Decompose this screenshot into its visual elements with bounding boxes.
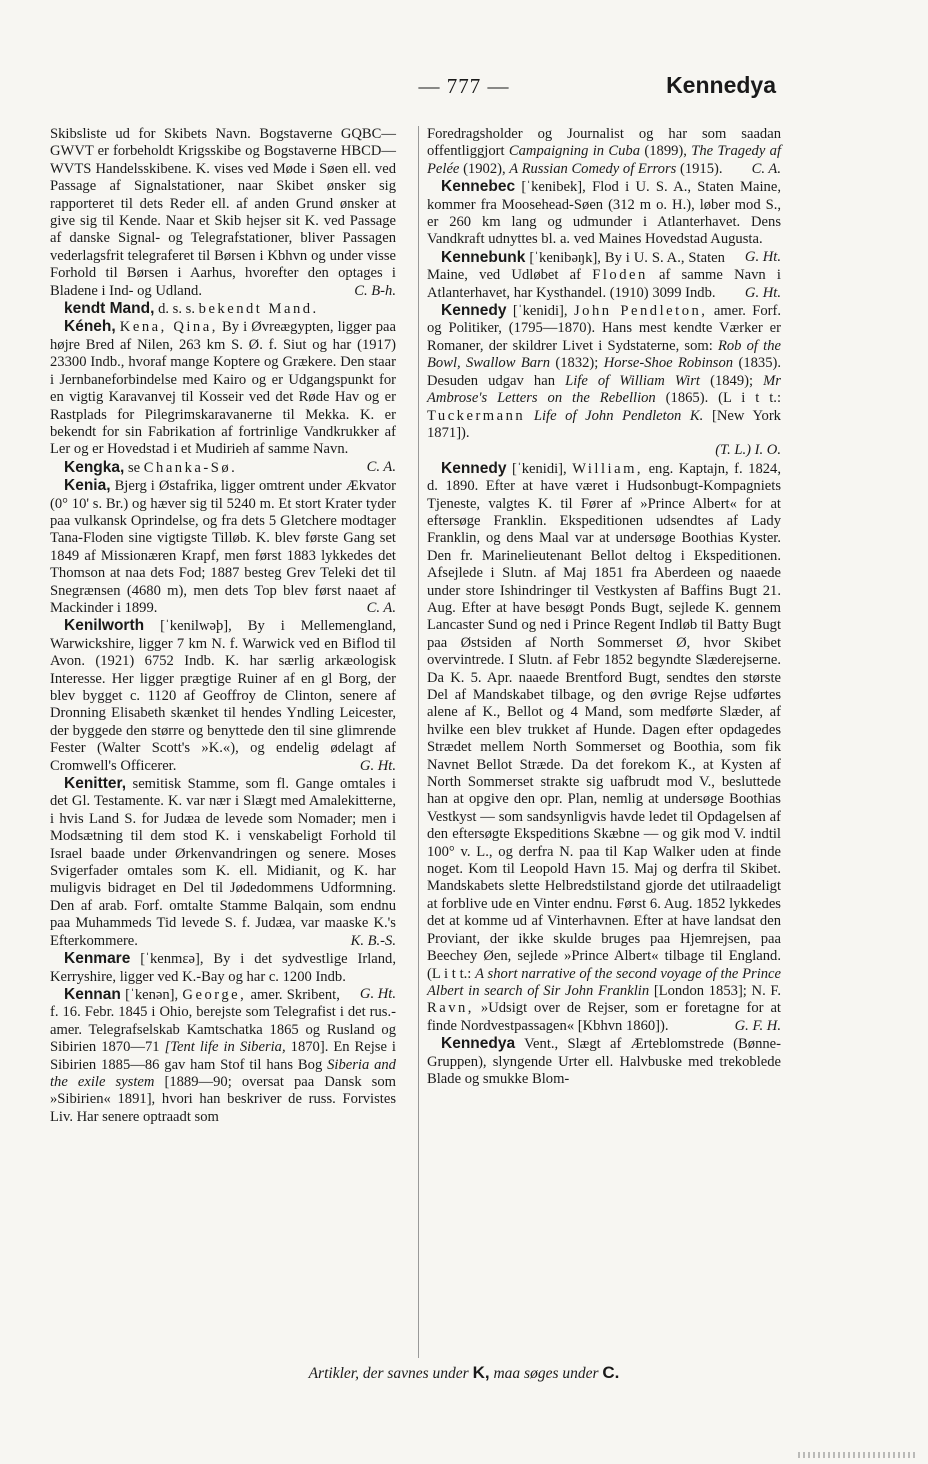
entry-kennebunk: Kennebunk [ˈkenibəŋk], By i U. S. A., Staten Maine, ved Udløbet af Floden af samme Navn i Atlanterhavet, har Kysthandel. (1910) 3099 Indb. G. Ht. xyxy=(427,248,781,301)
page-header xyxy=(0,70,928,104)
headword: Kenmare xyxy=(64,950,131,968)
entry-kendt-mand: kendt Mand, d. s. s. bekendt Mand. xyxy=(64,300,319,318)
entry-kenia: Kenia, Bjerg i Østafrika, ligger omtrent under Ækvator (0° 10' s. Br.) og hæver sig til 5240 m. Et stort Krater tyder paa vulkansk Oprindelse, og fra dets 5 Gletchere modtager Tana-Floden sine vigtigste Tilløb. K. blev første Gang set 1849 af Missionæren Krapf, men først 1883 lykkedes det Thomson at naa dets Fod; 1887 besteg Grev Teleki det til Snegrænsen (4680 m), men dets Top blev først naaet af Mackinder i 1899. C. A. xyxy=(50,477,396,616)
right-column xyxy=(427,126,781,1088)
entry-kenmare: Kenmare [ˈkenmɛə], By i det sydvestlige Irland, Kerryshire, ligger ved K.-Bay og har c. 1200 Indb. G. Ht. xyxy=(50,950,396,1002)
author-signature: G. Ht. xyxy=(744,284,781,301)
author-signature: G. Ht. xyxy=(359,757,396,774)
headword: Kenia, xyxy=(64,477,111,495)
author-signature: C. A. xyxy=(366,458,396,475)
entry-kennan-continued: Foredragsholder og Journalist og har som saadan offentliggjort Campaigning in Cuba (1899), The Tragedy af Pelée (1902), A Russian Comedy of Errors (1915). C. A. xyxy=(427,126,782,177)
headword: kendt Mand, xyxy=(64,300,155,318)
author-signature: C. A. xyxy=(366,599,396,616)
author-signature: G. Ht. xyxy=(359,985,396,1002)
entry-kennedy-william: Kennedy [ˈkenidi], William, eng. Kaptajn, f. 1824, d. 1890. Efter at have været i Hudsonbugt-Kompagniets Tjeneste, valgtes K. til Fører af »Prince Albert« for at eftersøge Franklin. Ekspeditionen udsendtes af Lady Franklin, og dens Maal var at undersøge Boothias Kyster. Den fr. Marinelieutenant Bellot deltog i Ekspeditionen. Afsejlede i Slutn. af Maj 1851 fra Aberdeen og naaede under store Ishindringer til Vestkysten af Baffins Bugt 21. Aug. Efter at have besøgt Ponds Bugt, sejlede K. gennem Lancaster Sund og ned i Prince Regent Indløb til Batty Bugt paa Østsiden af North Sommerset Ø, hvor Skibet overvintrede. I Slutn. af Febr 1852 begyndte Slæderejserne. Da K. 5. Apr. naaede Brentford Bugt, sendtes den største Del af Mandskabet tilbage, og den øvrige Rejse udførtes alene af K., Bellot og 4 Mand, som medførte Slæder, af hvilke een blev trukket af Hunde. Dagen efter opdagedes Strædet mellem North Sommerset og Boothia, som fik Navnet Bellot Stræde. Da det forekom K., at Kysten af North Sommerset strakte sig uafbrudt mod V., besluttede han at opgive den opr. Plan, nemlig at undersøge Boothias Vestkyst — som sandsynligvis havde ledet til Opdagelsen af den eftersøgte Ekspeditions Skæbne — og gik mod V. indtil 100° v. L., og derfra N. paa til Kap Walker uden at finde noget. Kom til Leopold Havn 15. Maj og derfra til Skibet. Mandskabets slette Helbredstilstand gjorde det utilraadeligt at forblive ude en Vinter endnu. Først 6. Aug. 1852 lykkedes det at komme ud af Vinterhavnen. Efter at have landsat den Proviant, der ikke skulde bruges paa Hjemrejsen, paa Beechey Øen, sejlede »Prince Albert« tilbage til England. (L i t t.: A short narrative of the second voyage of the Prince Albert in search of Sir John Franklin [London 1853]; N. F. Ravn, »Udsigt over de Rejser, som er foretagne for at finde Nordvestpassagen« [Kbhvn 1860]). G. F. H. xyxy=(427,459,782,1034)
entry-kennedya: Kennedya Vent., Slægt af Ærteblomstrede (Bønne-Gruppen), slyngende Urter ell. Halvbuske med trekoblede Blade og smukke Blom- xyxy=(427,1035,781,1087)
footer-note: Artikler, der savnes under K, maa søges under C. xyxy=(308,1363,620,1382)
author-signature: C. A. xyxy=(751,160,781,177)
headword: Kennebunk xyxy=(441,248,526,266)
entry-keneh: Kéneh, Kena, Qina, By i Øvreægypten, ligger paa højre Bred af Nilen, 263 km S. Ø. f. Siut og har (1917) 23300 Indb., hvoraf mange Koptere og Grækere. Den staar i Jernbaneforbindelse med Kairo og er Udgangspunkt for en vigtig Karavanvej til Kosseir ved det Røde Hav og er Rastplads for Pilegrimskaravanerne til Mekka. K. er bekendt for sin Fabrikation af fortrinlige Vandkrukker af Ler og er Hovedstad i et Mudirieh af samme Navn. C. A. xyxy=(50,318,397,475)
entry-kennedy-john: Kennedy [ˈkenidi], John Pendleton, amer. Forf. og Politiker, (1795—1870). Hans mest kendte Værker er Romaner, der skildrer Livet i Sydstaterne, som: Rob of the Bowl, Swallow Barn (1832); Horse-Shoe Robinson (1835). Desuden udgav han Life of William Wirt (1849); Mr Ambrose's Letters on the Rebellion (1865). (L i t t.: Tuckermann Life of John Pendleton K. [New York 1871]). xyxy=(427,302,782,441)
headword: Kennedy xyxy=(441,302,507,320)
headword: Kenitter, xyxy=(64,775,127,793)
author-signature: (T. L.) I. O. xyxy=(715,442,781,459)
headword: Kennedya xyxy=(441,1035,516,1053)
entry-kennebec: Kennebec [ˈkenibek], Flod i U. S. A., Staten Maine, kommer fra Moosehead-Søen (312 m o. H.), løber mod S., er 260 km lang og udmunder i Atlanterhavet. Dens Vandkraft udnyttes bl. a. ved Maines Hovedstad Augusta. G. Ht. xyxy=(427,178,781,265)
running-head: Kennedya xyxy=(666,72,776,98)
author-signature: C. B-h. xyxy=(354,282,396,299)
headword: Kennedy xyxy=(441,459,507,477)
column-divider xyxy=(418,126,419,1358)
author-signature: K. B.-S. xyxy=(350,932,396,949)
entry-kennan: Kennan [ˈkenən], George, amer. Skribent, f. 16. Febr. 1845 i Ohio, berejste som Telegrafist i det rus.-amer. Telegrafselskab Kamtschatka 1865 og Rusland og Sibirien 1870—71 [Tent life in Siberia, 1870]. En Rejse i Sibirien 1885—86 gav ham Stof til hans Bog Siberia and the exile system [1889—90; oversat paa Dansk som »Sibirien« 1891], hvori han beskriver de russ. Forvistes Liv. Har senere optraadt som xyxy=(50,985,396,1125)
headword: Kengka, xyxy=(64,458,125,476)
headword: Kennan xyxy=(64,985,121,1003)
author-signature: G. Ht. xyxy=(744,248,781,265)
page-number: — 777 — xyxy=(418,74,510,98)
print-marks xyxy=(798,1452,918,1458)
headword: Kennebec xyxy=(441,178,516,196)
author-signature: G. F. H. xyxy=(734,1017,781,1034)
entry-kengka: Kengka, se Chanka-Sø. xyxy=(64,458,238,476)
entry-continuation: Skibsliste ud for Skibets Navn. Bogstaverne GQBC—GWVT er forbeholdt Krigsskibe og Bogstaverne HBCD—WVTS Handelsskibene. K. vises ved Møde i Søen ell. ved Passage af Signalstationer, naar Skibet ønsker sig rapporteret til dets Reder ell. af anden Grund ønsker at give sig til Kende. Naar et Skib hejser sit K. ved Passage af danske Signal- og Telegrafstationer, bliver Passagen vederlagsfrit telegraferet til Børsen i Kbhvn og under visse Forhold til Børsen i Aarhus, hvorefter den optages i Bladene i Ind- og Udland. C. B-h. xyxy=(50,126,396,299)
headword: Kenilworth xyxy=(64,617,145,635)
entry-kenilworth: Kenilworth [ˈkenilwəþ], By i Mellemengland, Warwickshire, ligger 7 km N. f. Warwick ved en Biflod til Avon. (1921) 6752 Indb. K. har særlig arkæologisk Interesse. Her ligger prægtige Ruiner af en gl Borg, der blev bygget c. 1120 af Geoffroy de Clinton, senere af Dronning Elisabeth skænket til hendes Yndling Leicester, der byggede den større og benyttede den til sine glimrende Fester (Walter Scott's »K.«), og endelig ødelagt af Cromwell's Officerer. G. Ht. xyxy=(50,617,396,774)
headword: Kéneh, xyxy=(64,318,116,336)
entry-kenitter: Kenitter, semitisk Stamme, som fl. Gange omtales i det Gl. Testamente. K. var nær i Slægt med Amalekitterne, i hvis Land S. for Judæa de levede som Nomader; men i Modsætning til dem stod K. i venskabeligt Forhold til Israel baade under Ørkenvandringen og senere. Moses Svigerfader omtales som K. ell. Midianit, og K. har muligvis bidraget en Del til Jødedommens Udformning. Den af arab. Forf. omtalte Stamme Balqain, som endnu paa Muhammeds Tid levede S. f. Judæa, var maaske K.'s Efterkommere. K. B.-S. xyxy=(50,775,396,949)
left-column xyxy=(50,126,396,1126)
